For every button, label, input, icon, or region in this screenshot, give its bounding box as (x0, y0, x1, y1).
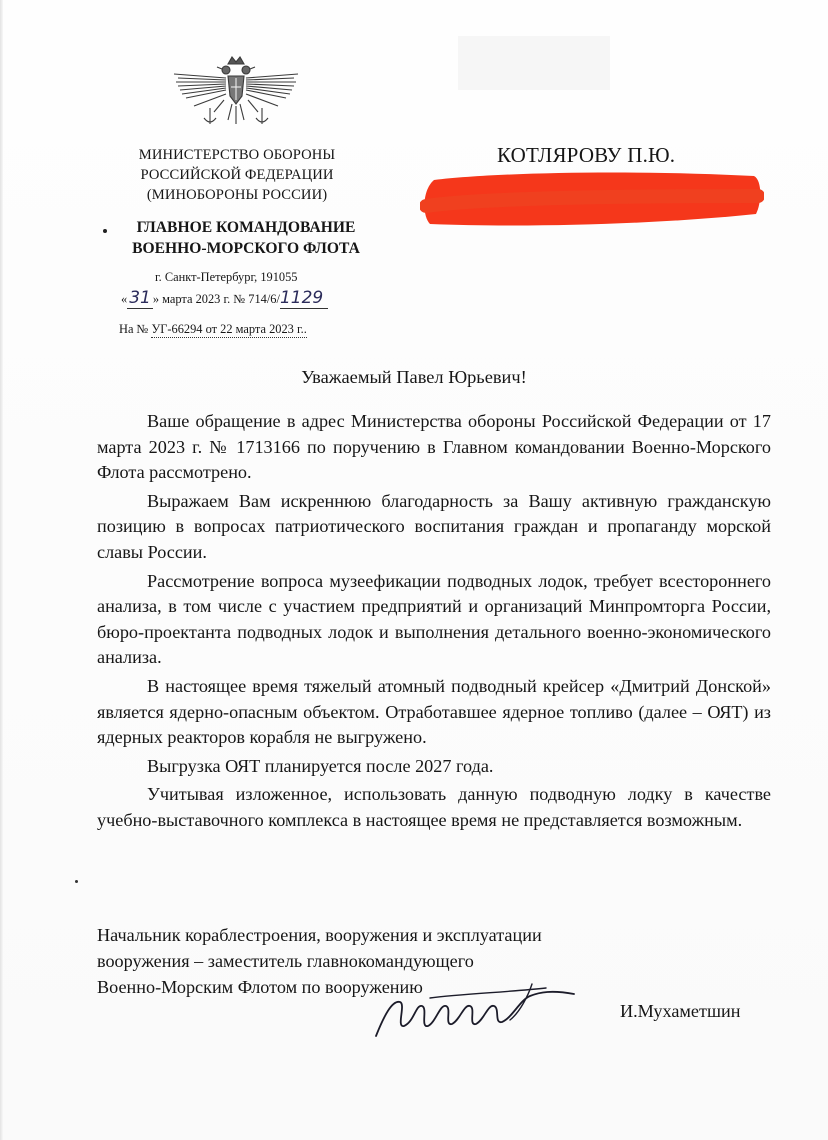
date-open-quote: « (121, 292, 128, 306)
handwritten-signature (370, 976, 580, 1046)
page-edge-shadow (0, 0, 3, 1140)
reference-prefix: На № (119, 322, 152, 336)
signatory-title-line-1: Начальник кораблестроения, вооружения и эксплуатации (97, 925, 542, 945)
paragraph-1: Ваше обращение в адрес Министерства обороны Российской Федерации от 17 марта 2023 г. № 1713166 по поручению в Главном командовании Военно-Морского Флота рассмотрено. (97, 411, 771, 483)
paragraph-6: Учитывая изложенное, использовать данную подводную лодку в качестве учебно-выставочного комплекса в настоящее время не представляется возможным. (97, 784, 771, 830)
ministry-header (100, 145, 374, 205)
margin-dot (75, 880, 78, 883)
reference-value: УГ-66294 от 22 марта 2023 г.. (151, 322, 307, 336)
faint-stamp-area (458, 36, 610, 90)
signatory-title-line-2: вооружения – заместитель главнокомандующего (97, 951, 474, 971)
handwritten-day: 31 (129, 288, 151, 308)
redaction-mark (420, 166, 764, 234)
handwritten-reg-number: 1129 (280, 288, 328, 309)
paragraph-4: В настоящее время тяжелый атомный подводный крейсер «Дмитрий Донской» является ядерно-опасным объектом. Отработавшее ядерное топливо (далее – ОЯТ) из ядерных реакторов корабля не выгружено. (97, 675, 771, 748)
eagle-emblem-icon (170, 54, 302, 130)
date-and-number (121, 288, 328, 309)
letter-body (97, 409, 771, 837)
command-line-2: ВОЕННО-МОРСКОГО ФЛОТА (132, 240, 360, 257)
ministry-line-3: (МИНОБОРОНЫ РОССИИ) (146, 187, 328, 203)
city-address: г. Санкт-Петербург, 191055 (155, 270, 298, 284)
command-header (108, 217, 384, 259)
reference-line (119, 322, 307, 338)
ministry-line-2: РОССИЙСКОЙ ФЕДЕРАЦИИ (140, 167, 334, 183)
salutation: Уважаемый Павел Юрьевич! (301, 367, 527, 387)
addressee-name: КОТЛЯРОВУ П.Ю. (497, 143, 676, 167)
paragraph-5: Выгрузка ОЯТ планируется после 2027 года. (147, 755, 494, 776)
signer-name: И.Мухаметшин (620, 1001, 741, 1021)
paragraph-2: Выражаем Вам искреннюю благодарность за Вашу активную гражданскую позицию в вопросах патриотического воспитания граждан и пропаганду морской славы России. (97, 490, 771, 562)
command-line-1: ГЛАВНОЕ КОМАНДОВАНИЕ (136, 219, 356, 236)
date-rest: » марта 2023 г. № 714/6/ (152, 292, 280, 306)
header-dot (103, 229, 107, 233)
ministry-line-1: МИНИСТЕРСТВО ОБОРОНЫ (138, 147, 336, 163)
signatory-title-line-3: Военно-Морским Флотом по вооружению (97, 977, 423, 997)
paragraph-3: Рассмотрение вопроса музеефикации подводных лодок, требует всестороннего анализа, в том числе с участием предприятий и организаций Минпромторга России, бюро-проектанта подводных лодок и выполнения детального военно-экономического анализа. (97, 570, 771, 668)
